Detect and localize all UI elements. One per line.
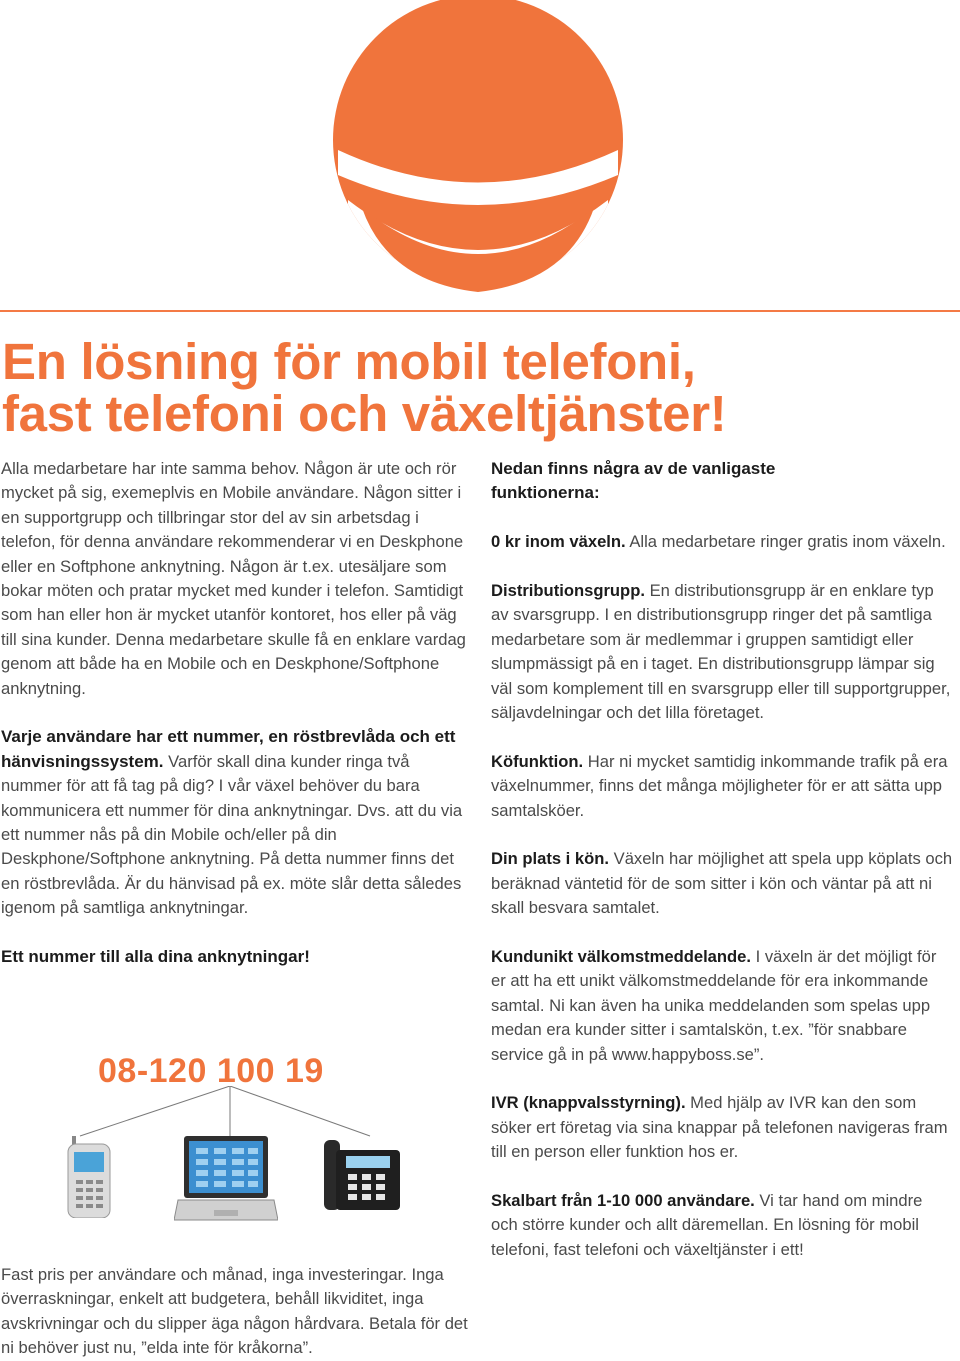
pricing-paragraph	[1, 1263, 471, 1361]
horizontal-divider	[0, 310, 960, 312]
laptop-icon	[174, 1136, 278, 1226]
feature-item	[491, 579, 953, 725]
feature-title: Skalbart från 1-10 000 användare.	[491, 1191, 755, 1211]
feature-item	[491, 530, 953, 554]
feature-item	[491, 945, 953, 1067]
feature-title: Distributionsgrupp.	[491, 581, 645, 600]
one-number-text: Varför skall dina kunder ringa två nummer för att få tag på dig? I vår växel behöver du bara kommunicera ett nummer för dina anknytningar. Dvs. att du via ett nummer nås på din Mobile och/eller på din Deskphone/Softphone anknytning. På detta nummer finns det en röstbrevlåda. Är du hänvisad på ex. möte slår detta således igenom på samtliga anknytningar.	[1, 751, 463, 918]
feature-text: Har ni mycket samtidig inkommande trafik på era växelnummer, finns det många möjligheter för er att sätta upp samtalsköer.	[491, 751, 948, 820]
one-number-paragraph	[1, 725, 473, 920]
intro-paragraph: Alla medarbetare har inte samma behov. Någon är ute och rör mycket på sig, exemeplvis en Mobile användare. Någon sitter i en supportgrupp och tillbringar stor del av sin arbetsdag i telefon, för denna användare rekommenderar vi en Deskphone eller en Softphone anknytning. Någon är t.ex. utesäljare som bokar möten och pratar mycket med kunder i telefon. Samtidigt som han eller hon är mycket utanför kontoret, hos eller på väg till sina kunder. Denna medarbetare skulle få en enklare vardag genom att både ha en Mobile och en Deskphone/Softphone anknytning.	[1, 459, 466, 698]
feature-title: Din plats i kön.	[491, 849, 610, 869]
feature-item	[491, 1189, 953, 1262]
feature-title: Köfunktion.	[491, 751, 584, 771]
feature-item	[491, 1091, 953, 1164]
mobile-phone-icon	[64, 1136, 114, 1218]
feature-text: Vi tar hand om mindre och större kunder och allt däremellan. En lösning för mobil telefoni, fast telefoni och växeltjänster i ett!	[491, 1191, 923, 1259]
all-extensions-heading	[1, 945, 473, 969]
feature-title: Kundunikt välkomstmeddelande.	[491, 947, 752, 967]
page-title	[2, 333, 727, 442]
right-column	[491, 457, 953, 1262]
feature-text: En distributionsgrupp är en enklare typ av svarsgrupp. I en distributionsgrupp ringer det på samtliga medarbetare som är medlemmar i gruppen samtidigt eller slumpmässigt på en i taget. En distributionsgrupp lämpar sig väl som komplement till en svarsgrupp eller till supportgrupper, säljavdelningar och det lilla företaget.	[491, 581, 951, 723]
page-title-line-1: En lösning för mobil telefoni,	[2, 333, 696, 390]
features-heading: Nedan finns några av de vanligaste funktionerna:	[491, 459, 776, 503]
phone-number: 08-120 100 19	[98, 1052, 324, 1090]
smiley-ball-logo-icon	[328, 0, 628, 300]
feature-title: IVR (knappvalsstyrning).	[491, 1093, 686, 1113]
all-extensions-heading-text: Ett nummer till alla dina anknytningar!	[1, 947, 310, 967]
feature-text: Växeln har möjlighet att spela upp köplats och beräknad väntetid för de som sitter i kön och väntar på att ni skall besvara samtalet.	[491, 849, 953, 918]
left-column	[1, 457, 473, 970]
feature-item	[491, 847, 953, 920]
feature-text: Med hjälp av IVR kan den som söker ert företag via sina knappar på telefonen navigeras fram till en person eller funktion hos er.	[491, 1093, 948, 1162]
features-list	[491, 530, 953, 1262]
feature-item	[491, 750, 953, 823]
one-number-bold-lead: Varje användare har ett nummer, en röstbrevlåda och ett hänvisningssystem.	[1, 727, 456, 771]
desk-phone-icon	[322, 1136, 402, 1212]
feature-title: 0 kr inom växeln.	[491, 532, 626, 552]
feature-text: I växeln är det möjligt för er att ha ett unikt välkomstmeddelande för era inkommande samtal. Ni kan även ha unika meddelanden som spelas upp medan era kunder sitter i samtalskön, t.ex. ”för snabbare service gå in på www.happyboss.se”.	[491, 947, 937, 1064]
feature-text: Alla medarbetare ringer gratis inom växeln.	[625, 532, 946, 552]
pricing-text: Fast pris per användare och månad, inga investeringar. Inga överraskningar, enkelt att budgetera, behåll likviditet, inga avskrivningar och du slipper äga någon hårdvara. Betala för det ni behöver just nu, ”elda inte för kråkorna”.	[1, 1265, 468, 1358]
page-title-line-2: fast telefoni och växeltjänster!	[2, 385, 727, 442]
